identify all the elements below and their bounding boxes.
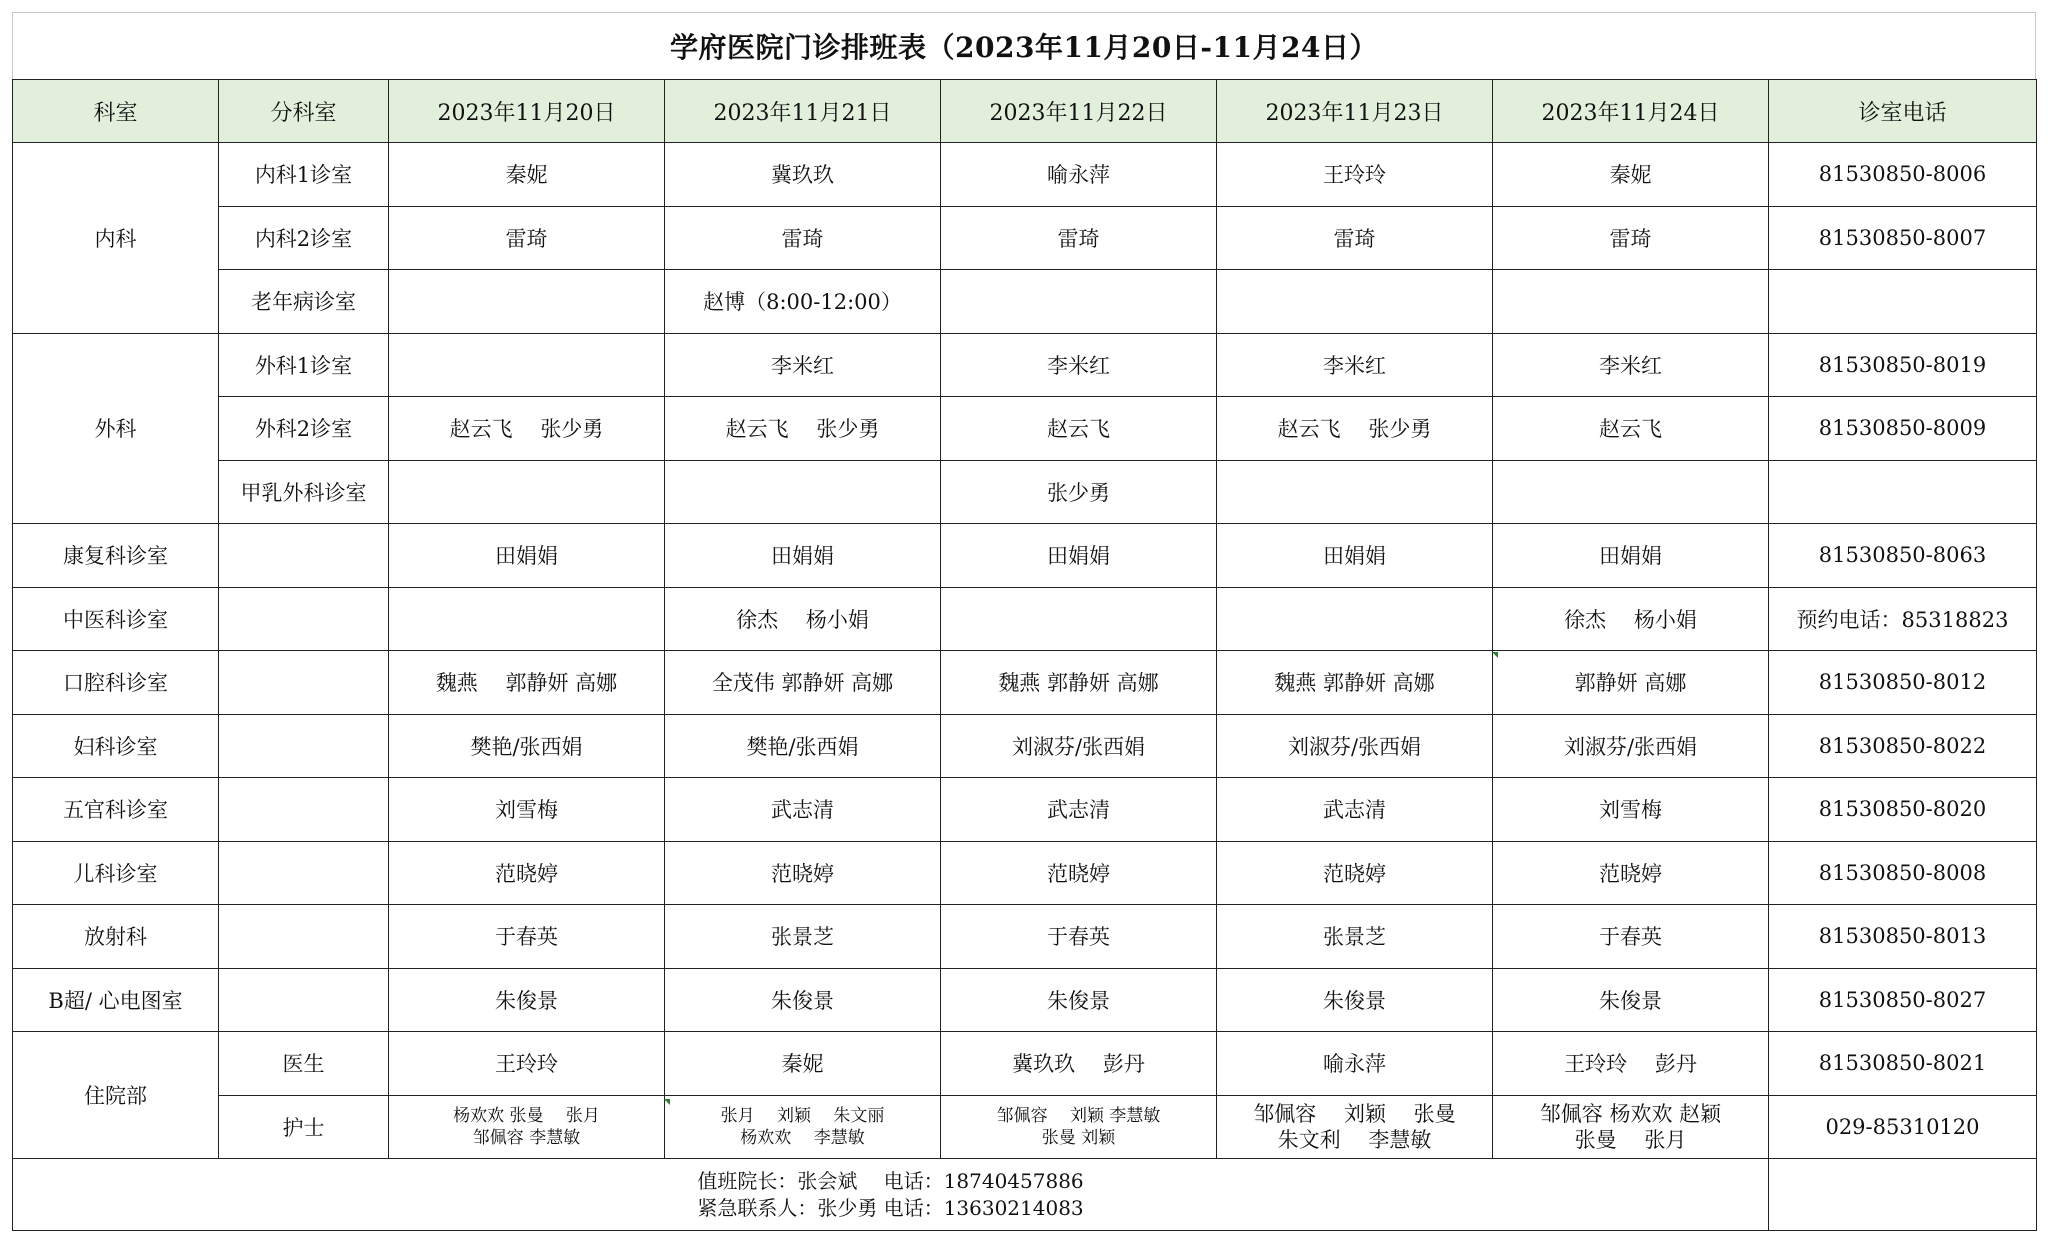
schedule-cell: 田娟娟 [941, 524, 1217, 588]
schedule-cell: 赵云飞 张少勇 [1217, 397, 1493, 461]
schedule-cell: 喻永萍 [941, 143, 1217, 207]
table-row [13, 651, 2037, 715]
schedule-cell: 徐杰 杨小娟 [665, 587, 941, 651]
table-row [13, 1095, 2037, 1159]
subdept-cell: 甲乳外科诊室 [219, 460, 389, 524]
schedule-cell: 赵云飞 [1493, 397, 1769, 461]
schedule-cell [389, 587, 665, 651]
table-row [13, 206, 2037, 270]
subdept-cell: 内科2诊室 [219, 206, 389, 270]
table-row [13, 1032, 2037, 1096]
table-row [13, 714, 2037, 778]
page-title: 学府医院门诊排班表（2023年11月20日-11月24日） [12, 12, 2036, 79]
schedule-cell: 刘雪梅 [1493, 778, 1769, 842]
schedule-cell: 武志清 [941, 778, 1217, 842]
schedule-cell: 朱俊景 [389, 968, 665, 1032]
schedule-cell [941, 270, 1217, 334]
subdept-cell [219, 524, 389, 588]
schedule-cell [1493, 460, 1769, 524]
nurse-cell [941, 1095, 1217, 1159]
schedule-cell: 秦妮 [1493, 143, 1769, 207]
phone-cell: 81530850-8021 [1769, 1032, 2037, 1096]
phone-cell: 81530850-8009 [1769, 397, 2037, 461]
header-date-2: 2023年11月21日 [665, 80, 941, 143]
schedule-cell: 樊艳/张西娟 [389, 714, 665, 778]
subdept-cell: 老年病诊室 [219, 270, 389, 334]
schedule-cell: 魏燕 郭静妍 高娜 [1217, 651, 1493, 715]
table-row [13, 841, 2037, 905]
dept-cell: B超/ 心电图室 [13, 968, 219, 1032]
schedule-cell: 于春英 [1493, 905, 1769, 969]
schedule-cell: 李米红 [1493, 333, 1769, 397]
table-row [13, 143, 2037, 207]
subdept-cell: 内科1诊室 [219, 143, 389, 207]
schedule-cell: 李米红 [1217, 333, 1493, 397]
header-date-1: 2023年11月20日 [389, 80, 665, 143]
footer-empty-cell [1769, 1159, 2037, 1231]
dept-cell: 妇科诊室 [13, 714, 219, 778]
nurse-cell [1493, 1095, 1769, 1159]
schedule-cell: 雷琦 [665, 206, 941, 270]
schedule-cell [665, 460, 941, 524]
table-row [13, 905, 2037, 969]
header-date-4: 2023年11月23日 [1217, 80, 1493, 143]
nurse-line: 邹佩容 杨欢欢 赵颖 [1539, 1101, 1722, 1126]
header-phone: 诊室电话 [1769, 80, 2037, 143]
phone-cell: 81530850-8013 [1769, 905, 2037, 969]
schedule-cell: 朱俊景 [1217, 968, 1493, 1032]
dept-cell: 中医科诊室 [13, 587, 219, 651]
table-row [13, 397, 2037, 461]
schedule-cell: 朱俊景 [665, 968, 941, 1032]
subdept-cell [219, 778, 389, 842]
schedule-cell: 赵博（8:00-12:00） [665, 270, 941, 334]
duty-director-line: 值班院长：张会斌 电话：18740457886 [697, 1168, 1084, 1193]
subdept-cell [219, 905, 389, 969]
dept-waike: 外科 [13, 333, 219, 524]
header-department: 科室 [13, 80, 219, 143]
subdept-cell: 外科2诊室 [219, 397, 389, 461]
schedule-cell: 王玲玲 [389, 1032, 665, 1096]
phone-cell: 81530850-8012 [1769, 651, 2037, 715]
subdept-cell [219, 587, 389, 651]
schedule-cell: 张景芝 [1217, 905, 1493, 969]
schedule-cell: 范晓婷 [1217, 841, 1493, 905]
phone-cell: 81530850-8008 [1769, 841, 2037, 905]
schedule-table [12, 79, 2037, 1231]
dept-cell: 五官科诊室 [13, 778, 219, 842]
table-row [13, 587, 2037, 651]
schedule-cell: 田娟娟 [389, 524, 665, 588]
schedule-cell: 于春英 [389, 905, 665, 969]
schedule-cell [1217, 587, 1493, 651]
schedule-cell: 喻永萍 [1217, 1032, 1493, 1096]
footer-row [13, 1159, 2037, 1231]
nurse-cell [1217, 1095, 1493, 1159]
schedule-cell: 田娟娟 [1493, 524, 1769, 588]
schedule-cell: 刘雪梅 [389, 778, 665, 842]
cell-comment-marker [1492, 652, 1498, 658]
cell-comment-marker [664, 1099, 670, 1105]
schedule-cell: 武志清 [665, 778, 941, 842]
subdept-cell [219, 968, 389, 1032]
schedule-cell: 雷琦 [1493, 206, 1769, 270]
table-row [13, 968, 2037, 1032]
dept-cell: 儿科诊室 [13, 841, 219, 905]
schedule-cell: 田娟娟 [665, 524, 941, 588]
duty-contact [13, 1159, 1769, 1231]
nurse-line: 张月 刘颖 朱文丽 [720, 1105, 885, 1126]
schedule-cell [1217, 460, 1493, 524]
phone-cell: 81530850-8022 [1769, 714, 2037, 778]
table-row [13, 270, 2037, 334]
schedule-cell [1493, 270, 1769, 334]
schedule-cell: 李米红 [941, 333, 1217, 397]
nurse-line: 邹佩容 李慧敏 [472, 1127, 581, 1148]
schedule-cell: 王玲玲 [1217, 143, 1493, 207]
phone-cell: 81530850-8007 [1769, 206, 2037, 270]
schedule-cell: 武志清 [1217, 778, 1493, 842]
schedule-cell: 雷琦 [1217, 206, 1493, 270]
subdept-cell [219, 841, 389, 905]
schedule-cell: 刘淑芬/张西娟 [1217, 714, 1493, 778]
nurse-cell [389, 1095, 665, 1159]
nurse-line: 张曼 刘颖 [1041, 1127, 1116, 1148]
subdept-cell [219, 651, 389, 715]
subdept-cell: 护士 [219, 1095, 389, 1159]
schedule-cell: 魏燕 郭静妍 高娜 [389, 651, 665, 715]
schedule-cell: 郭静妍 高娜 [1493, 651, 1769, 715]
schedule-cell: 范晓婷 [941, 841, 1217, 905]
schedule-cell: 范晓婷 [389, 841, 665, 905]
nurse-line: 张曼 张月 [1574, 1127, 1687, 1152]
nurse-line: 杨欢欢 李慧敏 [740, 1127, 865, 1148]
subdept-cell: 外科1诊室 [219, 333, 389, 397]
nurse-line: 朱文利 李慧敏 [1277, 1127, 1432, 1152]
phone-cell: 81530850-8063 [1769, 524, 2037, 588]
schedule-cell: 张少勇 [941, 460, 1217, 524]
schedule-cell: 樊艳/张西娟 [665, 714, 941, 778]
table-row [13, 333, 2037, 397]
phone-cell: 81530850-8020 [1769, 778, 2037, 842]
header-date-5: 2023年11月24日 [1493, 80, 1769, 143]
dept-cell: 口腔科诊室 [13, 651, 219, 715]
schedule-sheet [12, 12, 2036, 1231]
schedule-cell: 田娟娟 [1217, 524, 1493, 588]
dept-cell: 康复科诊室 [13, 524, 219, 588]
header-date-3: 2023年11月22日 [941, 80, 1217, 143]
schedule-cell: 冀玖玖 彭丹 [941, 1032, 1217, 1096]
header-subdepartment: 分科室 [219, 80, 389, 143]
schedule-cell: 朱俊景 [941, 968, 1217, 1032]
subdept-cell [219, 714, 389, 778]
header-row [13, 80, 2037, 143]
schedule-cell: 雷琦 [941, 206, 1217, 270]
schedule-cell [389, 460, 665, 524]
nurse-line: 杨欢欢 张曼 张月 [453, 1105, 600, 1126]
phone-cell [1769, 270, 2037, 334]
phone-cell: 81530850-8019 [1769, 333, 2037, 397]
table-row [13, 460, 2037, 524]
phone-cell [1769, 460, 2037, 524]
table-row [13, 524, 2037, 588]
nurse-line: 邹佩容 刘颖 张曼 [1253, 1101, 1456, 1126]
table-row [13, 778, 2037, 842]
schedule-cell: 徐杰 杨小娟 [1493, 587, 1769, 651]
schedule-cell: 范晓婷 [665, 841, 941, 905]
schedule-cell: 冀玖玖 [665, 143, 941, 207]
schedule-cell: 刘淑芬/张西娟 [941, 714, 1217, 778]
schedule-cell: 全茂伟 郭静妍 高娜 [665, 651, 941, 715]
schedule-cell: 王玲玲 彭丹 [1493, 1032, 1769, 1096]
schedule-cell: 秦妮 [665, 1032, 941, 1096]
schedule-cell: 赵云飞 [941, 397, 1217, 461]
schedule-cell: 雷琦 [389, 206, 665, 270]
dept-neike: 内科 [13, 143, 219, 334]
schedule-cell: 魏燕 郭静妍 高娜 [941, 651, 1217, 715]
dept-zhuyuan: 住院部 [13, 1032, 219, 1159]
schedule-cell: 赵云飞 张少勇 [665, 397, 941, 461]
schedule-cell: 朱俊景 [1493, 968, 1769, 1032]
phone-cell: 81530850-8006 [1769, 143, 2037, 207]
phone-cell: 81530850-8027 [1769, 968, 2037, 1032]
schedule-cell: 于春英 [941, 905, 1217, 969]
schedule-cell [389, 333, 665, 397]
dept-cell: 放射科 [13, 905, 219, 969]
phone-cell: 029-85310120 [1769, 1095, 2037, 1159]
schedule-cell: 刘淑芬/张西娟 [1493, 714, 1769, 778]
schedule-cell [941, 587, 1217, 651]
schedule-cell: 张景芝 [665, 905, 941, 969]
nurse-line: 邹佩容 刘颖 李慧敏 [996, 1105, 1161, 1126]
nurse-cell [665, 1095, 941, 1159]
subdept-cell: 医生 [219, 1032, 389, 1096]
phone-cell: 预约电话：85318823 [1769, 587, 2037, 651]
schedule-cell: 李米红 [665, 333, 941, 397]
schedule-cell [389, 270, 665, 334]
schedule-cell: 赵云飞 张少勇 [389, 397, 665, 461]
emergency-contact-line: 紧急联系人：张少勇 电话：13630214083 [697, 1195, 1084, 1220]
schedule-cell [1217, 270, 1493, 334]
schedule-cell: 秦妮 [389, 143, 665, 207]
schedule-cell: 范晓婷 [1493, 841, 1769, 905]
